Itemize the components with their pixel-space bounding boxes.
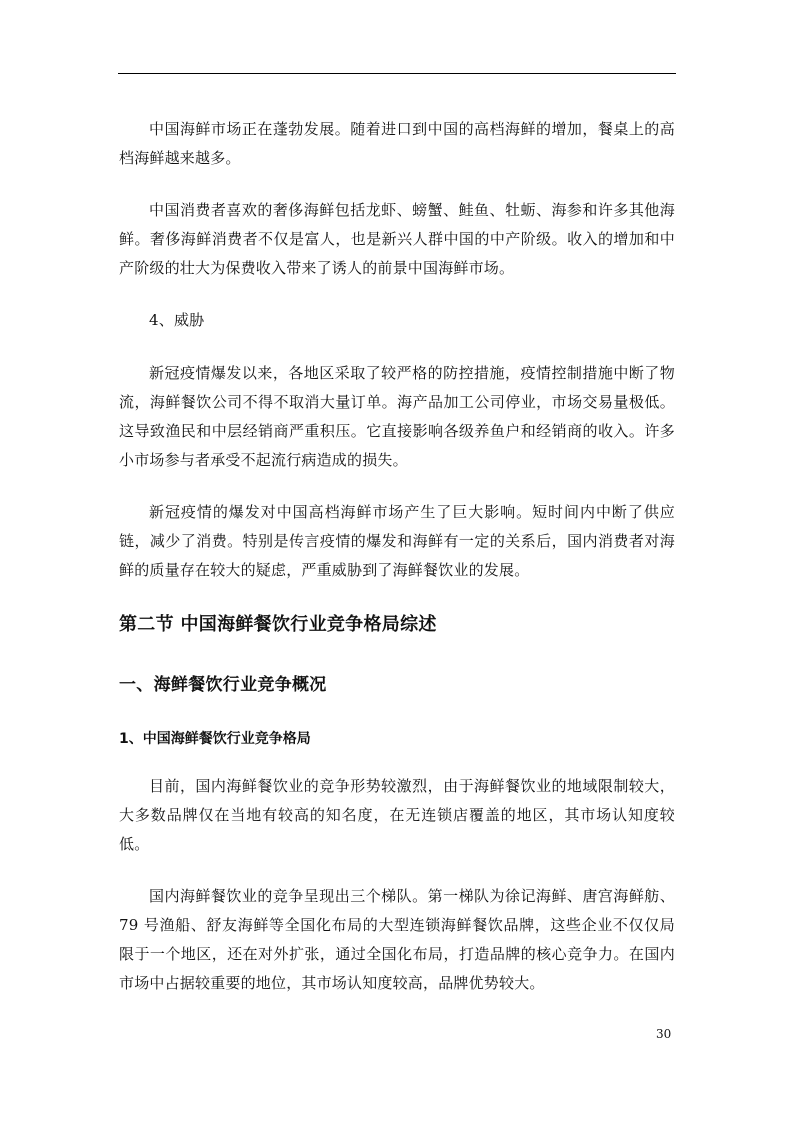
header-rule <box>118 73 676 74</box>
paragraph-luxury-seafood: 中国消费者喜欢的奢侈海鲜包括龙虾、螃蟹、鲑鱼、牡蛎、海参和许多其他海鲜。奢侈海鲜消费者不仅是富人，也是新兴人群中国的中产阶级。收入的增加和中产阶级的壮大为保费收入带来了诱人的前景中国海鲜市场。 <box>119 201 675 277</box>
paragraph-covid-impact: 新冠疫情的爆发对中国高档海鲜市场产生了巨大影响。短时间内中断了供应链，减少了消费。特别是传言疫情的爆发和海鲜有一定的关系后，国内消费者对海鲜的质量存在较大的疑虑，严重威胁到了海鲜餐饮业的发展。 <box>119 503 675 579</box>
paragraph-three-tiers: 国内海鲜餐饮业的竞争呈现出三个梯队。第一梯队为徐记海鲜、唐宫海鲜舫、79 号渔船、舒友海鲜等全国化布局的大型连锁海鲜餐饮品牌，这些企业不仅仅局限于一个地区，还在对外扩张，通过全国化布局，打造品牌的核心竞争力。在国内市场中占据较重要的地位，其市场认知度较高，品牌优势较大。 <box>119 887 675 992</box>
paragraph-covid-logistics: 新冠疫情爆发以来，各地区采取了较严格的防控措施，疫情控制措施中断了物流，海鲜餐饮公司不得不取消大量订单。海产品加工公司停业，市场交易量极低。这导致渔民和中层经销商严重积压。它直接影响各级养鱼户和经销商的收入。许多小市场参与者承受不起流行病造成的损失。 <box>119 364 675 469</box>
page-number: 30 <box>656 1027 672 1041</box>
subsection-heading: 一、海鲜餐饮行业竞争概况 <box>119 675 327 695</box>
paragraph-market-growth: 中国海鲜市场正在蓬勃发展。随着进口到中国的高档海鲜的增加，餐桌上的高档海鲜越来越多。 <box>119 120 675 167</box>
paragraph-competition-status: 目前，国内海鲜餐饮业的竞争形势较激烈，由于海鲜餐饮业的地域限制较大，大多数品牌仅在当地有较高的知名度，在无连锁店覆盖的地区，其市场认知度较低。 <box>119 777 675 853</box>
paragraph-threats-label: 4、威胁 <box>149 311 205 329</box>
page-body <box>119 115 675 998</box>
section-heading: 第二节 中国海鲜餐饮行业竞争格局综述 <box>119 614 437 635</box>
subsubsection-heading: 1、中国海鲜餐饮行业竞争格局 <box>119 731 311 747</box>
